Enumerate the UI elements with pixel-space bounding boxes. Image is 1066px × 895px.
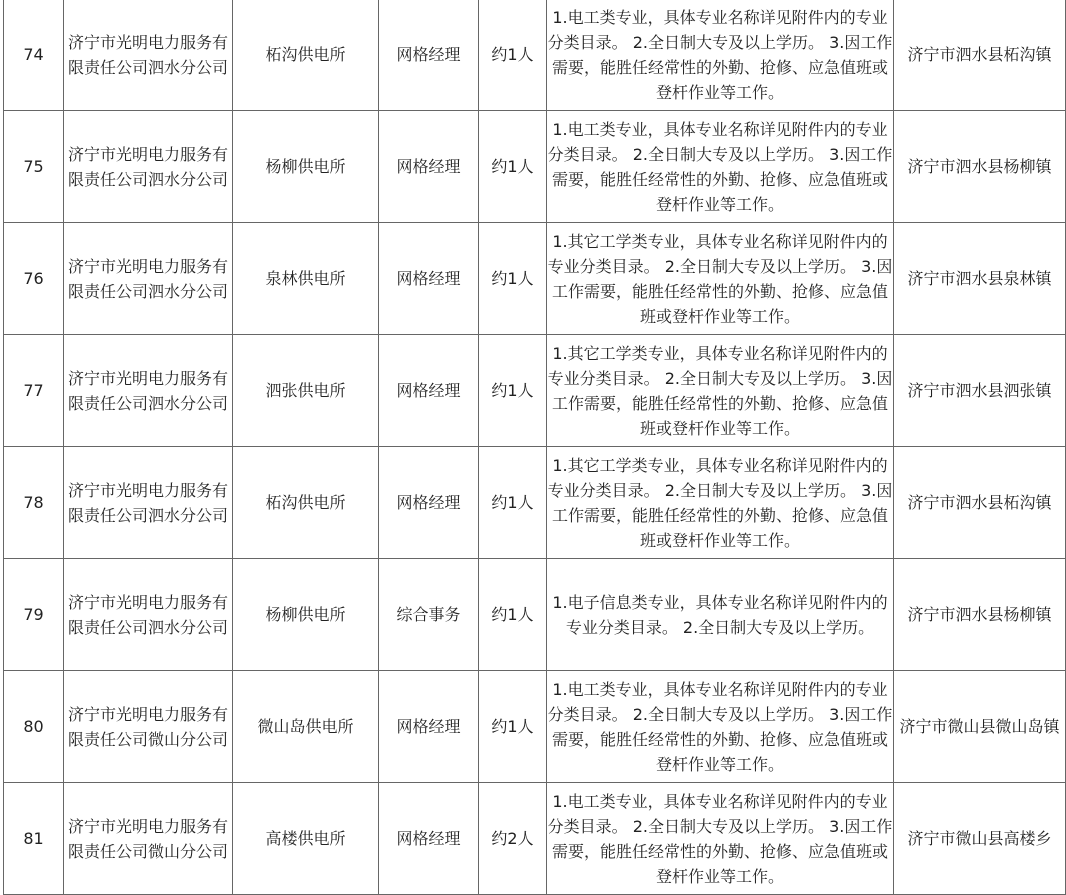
requirements: 1.电工类专业，具体专业名称详见附件内的专业分类目录。 2.全日制大专及以上学历。 3.因工作需要，能胜任经常性的外勤、抢修、应急值班或登杆作业等工作。 [547, 671, 894, 783]
row-number: 79 [4, 559, 64, 671]
table-row [4, 447, 1066, 559]
row-number: 76 [4, 223, 64, 335]
work-location: 济宁市泗水县柘沟镇 [894, 447, 1066, 559]
requirements: 1.其它工学类专业，具体专业名称详见附件内的专业分类目录。 2.全日制大专及以上学历。 3.因工作需要，能胜任经常性的外勤、抢修、应急值班或登杆作业等工作。 [547, 223, 894, 335]
headcount: 约1人 [479, 0, 547, 111]
company-name: 济宁市光明电力服务有限责任公司泗水分公司 [64, 447, 233, 559]
table-row [4, 671, 1066, 783]
company-name: 济宁市光明电力服务有限责任公司微山分公司 [64, 783, 233, 895]
headcount: 约1人 [479, 447, 547, 559]
power-station: 泗张供电所 [233, 335, 379, 447]
position-title: 网格经理 [379, 671, 479, 783]
position-title: 网格经理 [379, 0, 479, 111]
requirements: 1.电工类专业，具体专业名称详见附件内的专业分类目录。 2.全日制大专及以上学历。 3.因工作需要，能胜任经常性的外勤、抢修、应急值班或登杆作业等工作。 [547, 0, 894, 111]
row-number: 74 [4, 0, 64, 111]
power-station: 杨柳供电所 [233, 111, 379, 223]
company-name: 济宁市光明电力服务有限责任公司泗水分公司 [64, 559, 233, 671]
row-number: 75 [4, 111, 64, 223]
requirements: 1.电子信息类专业，具体专业名称详见附件内的专业分类目录。 2.全日制大专及以上学历。 [547, 559, 894, 671]
row-number: 78 [4, 447, 64, 559]
requirements: 1.其它工学类专业，具体专业名称详见附件内的专业分类目录。 2.全日制大专及以上学历。 3.因工作需要，能胜任经常性的外勤、抢修、应急值班或登杆作业等工作。 [547, 335, 894, 447]
recruitment-table [3, 0, 1066, 895]
table-row [4, 111, 1066, 223]
requirements: 1.电工类专业，具体专业名称详见附件内的专业分类目录。 2.全日制大专及以上学历。 3.因工作需要，能胜任经常性的外勤、抢修、应急值班或登杆作业等工作。 [547, 111, 894, 223]
headcount: 约1人 [479, 223, 547, 335]
work-location: 济宁市泗水县杨柳镇 [894, 111, 1066, 223]
company-name: 济宁市光明电力服务有限责任公司泗水分公司 [64, 0, 233, 111]
position-title: 网格经理 [379, 223, 479, 335]
company-name: 济宁市光明电力服务有限责任公司泗水分公司 [64, 223, 233, 335]
headcount: 约2人 [479, 783, 547, 895]
position-title: 网格经理 [379, 447, 479, 559]
work-location: 济宁市微山县高楼乡 [894, 783, 1066, 895]
work-location: 济宁市泗水县泗张镇 [894, 335, 1066, 447]
table-row [4, 335, 1066, 447]
work-location: 济宁市微山县微山岛镇 [894, 671, 1066, 783]
requirements: 1.其它工学类专业，具体专业名称详见附件内的专业分类目录。 2.全日制大专及以上学历。 3.因工作需要，能胜任经常性的外勤、抢修、应急值班或登杆作业等工作。 [547, 447, 894, 559]
table-row [4, 223, 1066, 335]
power-station: 杨柳供电所 [233, 559, 379, 671]
table-row [4, 783, 1066, 895]
headcount: 约1人 [479, 335, 547, 447]
headcount: 约1人 [479, 671, 547, 783]
work-location: 济宁市泗水县泉林镇 [894, 223, 1066, 335]
work-location: 济宁市泗水县杨柳镇 [894, 559, 1066, 671]
position-title: 网格经理 [379, 335, 479, 447]
headcount: 约1人 [479, 559, 547, 671]
company-name: 济宁市光明电力服务有限责任公司泗水分公司 [64, 111, 233, 223]
row-number: 77 [4, 335, 64, 447]
position-title: 综合事务 [379, 559, 479, 671]
row-number: 80 [4, 671, 64, 783]
requirements: 1.电工类专业，具体专业名称详见附件内的专业分类目录。 2.全日制大专及以上学历。 3.因工作需要，能胜任经常性的外勤、抢修、应急值班或登杆作业等工作。 [547, 783, 894, 895]
table-row [4, 0, 1066, 111]
table-row [4, 559, 1066, 671]
power-station: 泉林供电所 [233, 223, 379, 335]
power-station: 柘沟供电所 [233, 447, 379, 559]
headcount: 约1人 [479, 111, 547, 223]
power-station: 柘沟供电所 [233, 0, 379, 111]
company-name: 济宁市光明电力服务有限责任公司微山分公司 [64, 671, 233, 783]
row-number: 81 [4, 783, 64, 895]
work-location: 济宁市泗水县柘沟镇 [894, 0, 1066, 111]
company-name: 济宁市光明电力服务有限责任公司泗水分公司 [64, 335, 233, 447]
power-station: 高楼供电所 [233, 783, 379, 895]
position-title: 网格经理 [379, 111, 479, 223]
power-station: 微山岛供电所 [233, 671, 379, 783]
position-title: 网格经理 [379, 783, 479, 895]
